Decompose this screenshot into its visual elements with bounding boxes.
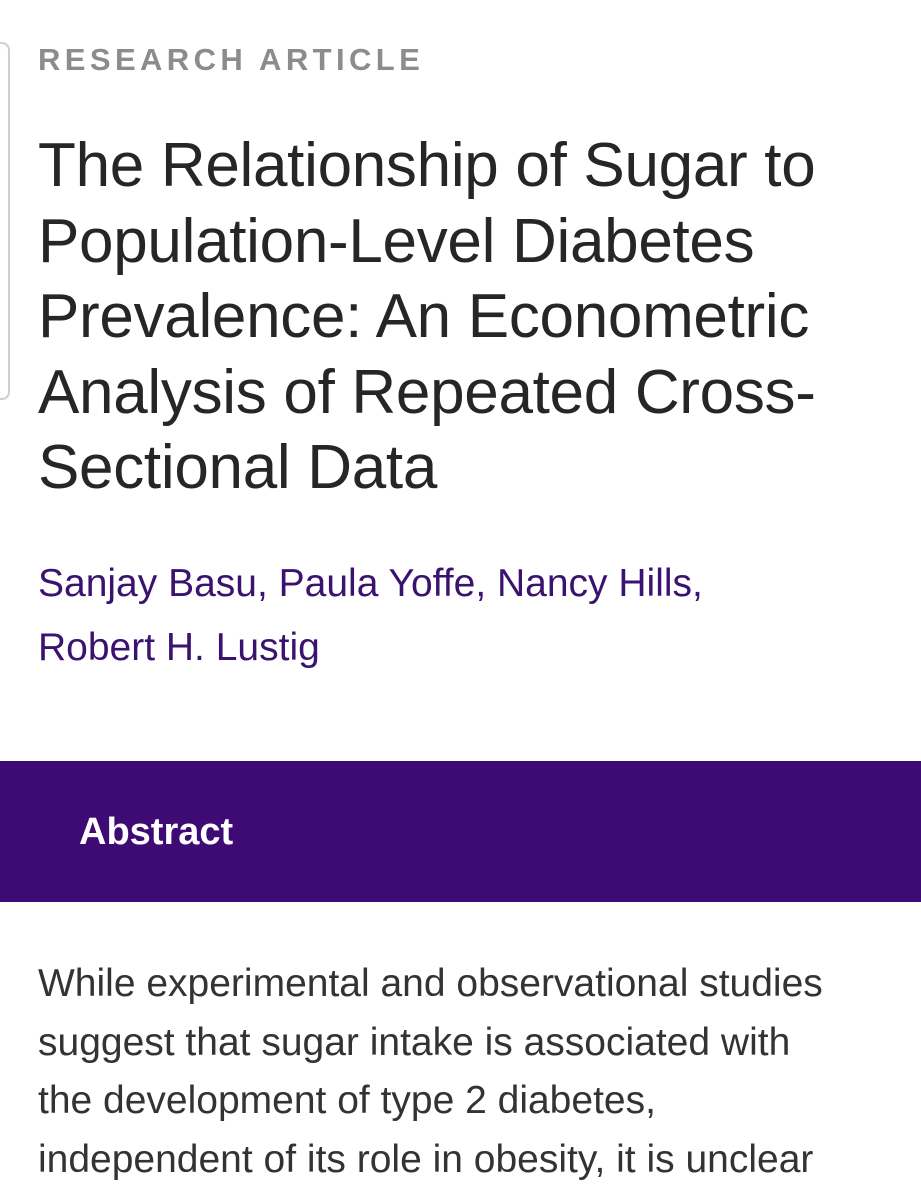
author-link-paula-yoffe[interactable]: Paula Yoffe xyxy=(278,562,476,605)
side-panel-handle[interactable] xyxy=(0,42,10,400)
author-link-sanjay-basu[interactable]: Sanjay Basu xyxy=(38,562,257,605)
abstract-line: independent of its role in obesity, it is unclear xyxy=(38,1137,814,1181)
article-title-line: Prevalence: An Econometric xyxy=(38,282,810,351)
article-title xyxy=(38,128,918,506)
author-list xyxy=(38,552,898,680)
author-separator: , xyxy=(692,562,703,605)
article-category: RESEARCH ARTICLE xyxy=(38,42,425,77)
author-link-robert-lustig[interactable]: Robert H. Lustig xyxy=(38,626,320,669)
abstract-line: the development of type 2 diabetes, xyxy=(38,1079,656,1122)
article-title-line: The Relationship of Sugar to xyxy=(38,131,816,200)
author-separator: , xyxy=(256,562,279,605)
abstract-heading: Abstract xyxy=(79,811,234,853)
abstract-line: While experimental and observational studies xyxy=(38,962,823,1005)
article-title-line: Analysis of Repeated Cross- xyxy=(38,357,816,427)
abstract-line: suggest that sugar intake is associated with xyxy=(38,1020,791,1064)
abstract-text xyxy=(38,955,913,1189)
author-link-nancy-hills[interactable]: Nancy Hills xyxy=(497,562,693,605)
article-title-line: Population-Level Diabetes xyxy=(38,206,755,276)
abstract-section-header[interactable] xyxy=(0,761,921,902)
article-title-line: Sectional Data xyxy=(38,433,438,502)
author-separator: , xyxy=(475,562,497,605)
